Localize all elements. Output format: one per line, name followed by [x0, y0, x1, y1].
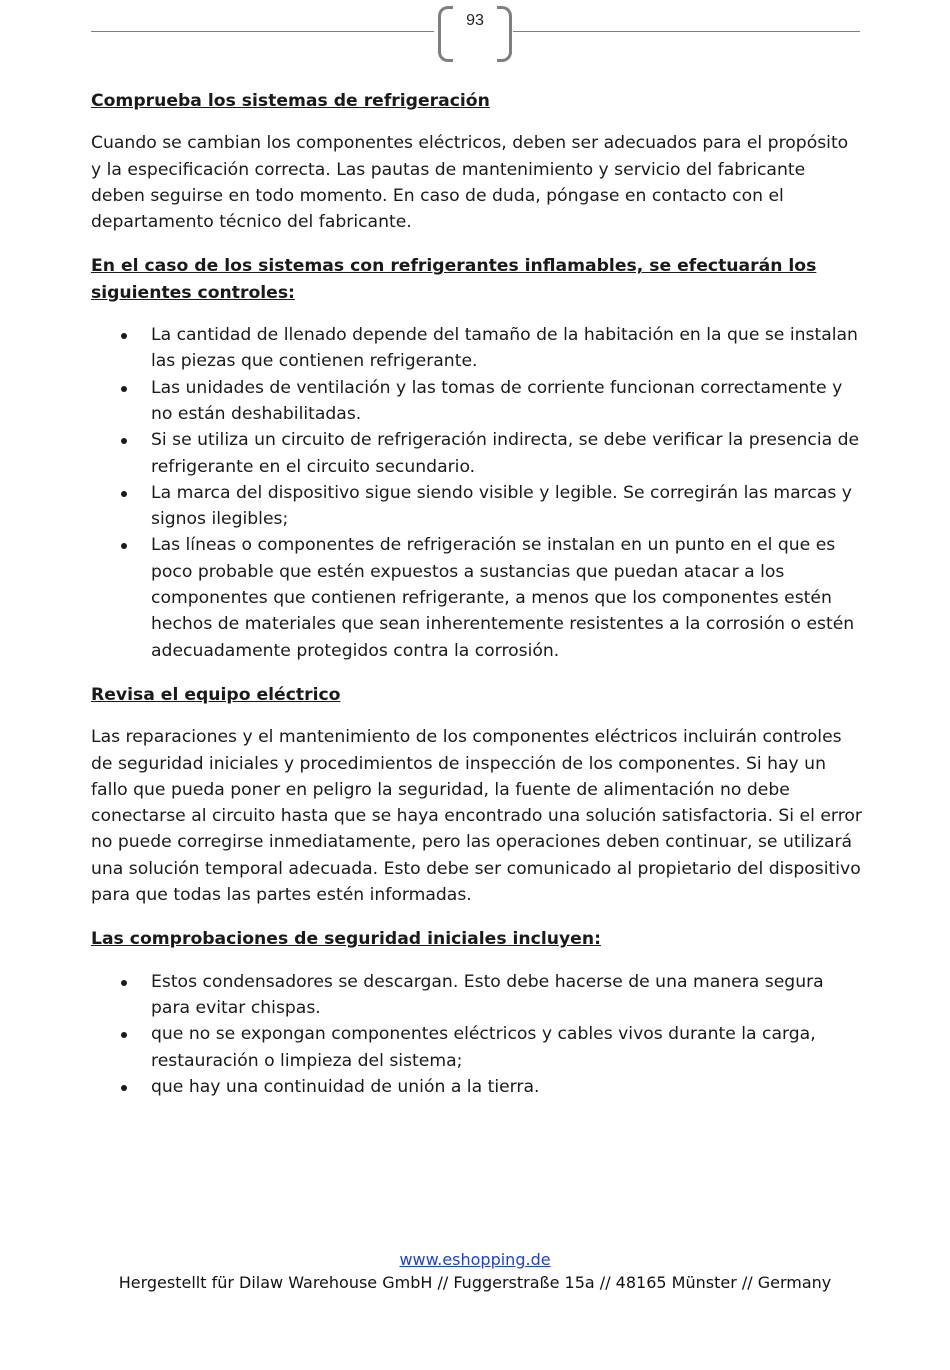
initial-safety-checks-list [91, 969, 863, 1100]
bullet-icon [121, 1085, 127, 1091]
list-item [91, 969, 863, 1022]
section-paragraph-cooling-systems: Cuando se cambian los componentes eléctricos, deben ser adecuados para el propósito y la especificación correcta. Las pautas de mantenimiento y servicio del fabricante deben seguirse en todo momento. En caso de duda, póngase en contacto con el departamento técnico del fabricante. [91, 133, 849, 233]
list-item-text: La marca del dispositivo sigue siendo visible y legible. Se corregirán las marcas y signos ilegibles; [151, 482, 852, 530]
list-item [91, 427, 863, 480]
flammable-refrigerant-checks-list [91, 322, 863, 664]
section-paragraph-electrical-equipment: Las reparaciones y el mantenimiento de los componentes eléctricos incluirán controles de seguridad iniciales y procedimientos de inspección de los componentes. Si hay un fallo que pueda poner en peligro la seguridad, la fuente de alimentación no debe conectarse al circuito hasta que se haya encontrado una solución satisfactoria. Si el error no puede corregirse inmediatamente, pero las operaciones deben continuar, se utilizará una solución temporal adecuada. Esto debe ser comunicado al propietario del dispositivo para que todas las partes estén informadas. [91, 727, 862, 906]
list-item-text: que hay una continuidad de unión a la tierra. [151, 1076, 540, 1097]
page-number: 93 [466, 12, 484, 29]
footer-website-link[interactable]: www.eshopping.de [399, 1250, 551, 1269]
section-heading-flammable-refrigerants: En el caso de los sistemas con refrigerantes inflamables, se efectuarán los siguientes controles: [91, 256, 817, 303]
header-rule-left [91, 31, 434, 32]
list-item [91, 532, 863, 663]
bullet-icon [121, 333, 127, 339]
list-item-text: Estos condensadores se descargan. Esto debe hacerse de una manera segura para evitar chispas. [151, 971, 824, 1018]
list-item-text: Si se utiliza un circuito de refrigeración indirecta, se debe verificar la presencia de refrigerante en el circuito secundario. [151, 430, 860, 477]
bullet-icon [121, 386, 127, 392]
bullet-icon [121, 438, 127, 444]
list-item [91, 1074, 863, 1100]
list-item-text: Las unidades de ventilación y las tomas de corriente funcionan correctamente y no están deshabilitadas. [151, 377, 843, 424]
list-item-text: La cantidad de llenado depende del tamaño de la habitación en la que se instalan las piezas que contienen refrigerante. [151, 325, 858, 372]
list-item [91, 1021, 863, 1074]
page-content [91, 88, 863, 1100]
bullet-icon [121, 980, 127, 986]
footer-address: Hergestellt für Dilaw Warehouse GmbH // Fuggerstraße 15a // 48165 Münster // Germany [118, 1273, 832, 1292]
bullet-icon [121, 1032, 127, 1038]
list-item [91, 322, 863, 375]
list-item [91, 375, 863, 428]
list-item-text: Las líneas o componentes de refrigeración se instalan en un punto en el que es poco probable que estén expuestos a sustancias que puedan atacar a los componentes que contienen refrigerante, a menos que los componentes estén hechos de materiales que sean inherentemente resistentes a la corrosión o estén adecuadamente protegidos contra la corrosión. [151, 535, 855, 661]
bullet-icon [121, 543, 127, 549]
list-item-text: que no se expongan componentes eléctricos y cables vivos durante la carga, restauración o limpieza del sistema; [151, 1024, 816, 1071]
header-rule-right [513, 31, 860, 32]
bullet-icon [121, 491, 127, 497]
list-item [91, 480, 863, 533]
section-heading-electrical-equipment: Revisa el equipo eléctrico [91, 684, 341, 705]
section-heading-cooling-systems: Comprueba los sistemas de refrigeración [91, 91, 490, 111]
section-heading-initial-safety-checks: Las comprobaciones de seguridad iniciales incluyen: [91, 929, 601, 950]
